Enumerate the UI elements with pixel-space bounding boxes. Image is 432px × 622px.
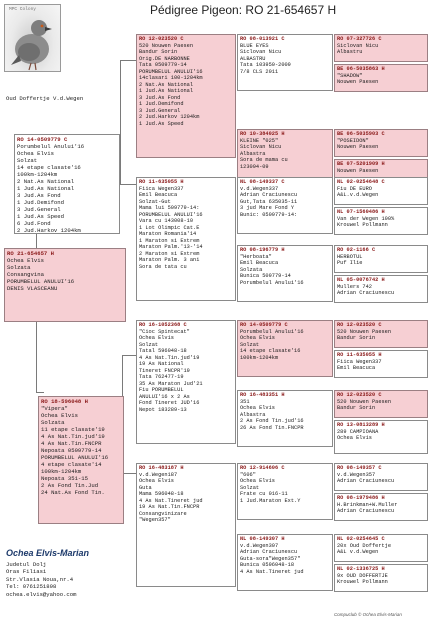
pedigree-line: 4 As Nat.Tin.jud'19 xyxy=(139,354,200,361)
ancestor-ring: BE 07-5201909 H xyxy=(337,161,385,167)
pedigree-line: A&L v.d.Wegen xyxy=(337,549,379,555)
pedigree-line: H.Brinkman+W.Muller xyxy=(337,501,398,508)
pedigree-line: Tineret FNCPR'19 xyxy=(139,367,190,374)
gen4-card[interactable] xyxy=(334,390,428,418)
pedigree-line: Nouwen Paesen xyxy=(337,79,379,85)
pedigree-line: Siclovan Nicu xyxy=(240,144,282,150)
dam-line: Nepoata 0509779-14 xyxy=(41,447,102,454)
sire-line: 6 Jud.Fond xyxy=(17,220,51,227)
gen4-card[interactable] xyxy=(334,320,428,348)
breeder-street: Str.Vlasia Noua,nr.4 xyxy=(6,575,74,583)
pedigree-line: 2 Jud.Harkov 1204km xyxy=(139,114,200,120)
pedigree-line: Adrian Craciunescu xyxy=(337,290,395,296)
gen4-card[interactable] xyxy=(334,129,428,157)
ancestor-ring: RO 13-0813289 H xyxy=(337,422,385,428)
pedigree-line: Bunic: 0509779-14: xyxy=(240,211,298,218)
pedigree-line: PORUMBELUL ANULUI'16 xyxy=(139,68,203,75)
pedigree-line: 19 As National xyxy=(139,361,184,367)
sire-sire-ring: RO 12-023520 C xyxy=(139,36,184,42)
pedigree-line: 3 jud Mare Fond Y xyxy=(240,205,295,211)
pedigree-line: 9x OUD DOFFERTJE xyxy=(337,572,388,579)
pedigree-line: 1 Jud.As Speed xyxy=(139,120,184,127)
dam-sire-ring: RO 16-1052368 C xyxy=(139,322,187,328)
ancestor-ring: RO 02-1166 C xyxy=(337,247,376,253)
pedigree-line: v.d.Wegen307 xyxy=(240,542,279,549)
pedigree-line: 2 Nat.As National xyxy=(139,81,194,88)
pedigree-line: 19 As Nat.Tin.FNCPR xyxy=(139,504,200,510)
pedigree-line: Sora de mama cu xyxy=(240,157,288,163)
pedigree-line: Tatal 596048-18 xyxy=(139,348,187,354)
pedigree-line: Guta xyxy=(139,484,152,491)
sire-line: 2 Nat.As National xyxy=(17,178,75,185)
sire-line: 14 etape clasate'16 xyxy=(17,164,81,171)
pedigree-line: Adrian Craciunescu xyxy=(240,549,298,555)
pedigree-line: Bandur Sorin xyxy=(337,335,376,341)
main-bird-line: Consangvina xyxy=(7,271,44,278)
pedigree-line: Fiu DE EURO xyxy=(337,185,372,192)
ancestor-ring: NL 08-149337 C xyxy=(240,179,285,185)
dam-line: Ochea Elvis xyxy=(41,412,78,419)
ancestor-ring: BE 06-5035863 H xyxy=(337,66,385,72)
pedigree-line: Puf Ilie xyxy=(337,260,363,266)
gen4-card[interactable] xyxy=(334,534,428,562)
gen4-card[interactable] xyxy=(334,493,428,521)
ancestor-ring: BE 06-5035903 C xyxy=(337,131,385,137)
pedigree-line: v.d.Wegen337 xyxy=(240,185,279,192)
sire-sire-card[interactable] xyxy=(136,34,236,158)
pedigree-line: Albastru xyxy=(337,49,363,55)
pedigree-line: Solzat xyxy=(240,341,260,348)
pedigree-line: 20x Oud Doffertje xyxy=(337,542,392,549)
ancestor-ring: NL 02-0254648 C xyxy=(337,179,385,185)
ancestor-ring: NL 07-1560486 H xyxy=(337,209,385,215)
pedigree-line: Gut,Tata 635035-11 xyxy=(240,198,298,205)
pedigree-line: Van der Wegen 100% xyxy=(337,215,395,222)
pedigree-line: 520 Nouwen Paesen xyxy=(337,328,392,335)
connector-line xyxy=(120,60,121,184)
pedigree-line: 14clasari 100-1204km xyxy=(139,75,203,81)
pedigree-line: 289 CAMPIOANA xyxy=(337,428,379,435)
dam-line: Nepoata 351-15 xyxy=(41,475,88,482)
pedigree-line: Nepot 183289-13 xyxy=(139,406,187,413)
dam-sire-dam-card[interactable] xyxy=(237,390,333,447)
main-bird-line: DENIS VLASCEANU xyxy=(7,285,58,292)
pedigree-line: 3 Jud.General xyxy=(139,107,181,114)
ancestor-ring: RO 12-023520 C xyxy=(337,322,382,328)
main-bird-line: Solzata xyxy=(7,264,31,271)
sire-dam-card[interactable] xyxy=(136,177,236,301)
pedigree-line: ALBASTRU xyxy=(240,55,266,62)
pedigree-line: Solzat-Gut xyxy=(139,198,171,205)
pedigree-line: 520 Nouwen Paesen xyxy=(337,398,392,405)
sire-sire-sire-card[interactable] xyxy=(237,34,333,91)
dam-card[interactable] xyxy=(38,396,124,524)
pedigree-line: Krouwel Pollmann xyxy=(337,222,388,228)
pedigree-line: Bunica 0596048-18 xyxy=(240,562,295,568)
ancestor-ring: NL 05-0076742 H xyxy=(337,277,385,283)
gen4-card[interactable] xyxy=(334,463,428,491)
pedigree-line: Solzat xyxy=(240,484,260,491)
pedigree-line: 520 Nouwen Paesen xyxy=(139,42,194,49)
dam-dam-ring: RO 16-483187 H xyxy=(139,465,184,471)
pedigree-line: Ochea Elvis xyxy=(139,478,174,484)
dam-sire-card[interactable] xyxy=(136,320,236,444)
pedigree-line: BLUE EYES xyxy=(240,42,269,49)
dam-line: 4 As Nat.Tin.FNCPR xyxy=(41,440,102,447)
pedigree-line: Emil Beacuca xyxy=(240,260,279,266)
pedigree-line: 1 Maraton si Extrem xyxy=(139,237,200,244)
pedigree-line: Nouwen Paesen xyxy=(337,144,379,150)
pedigree-line: 4 As Nat.Tineret jud xyxy=(240,568,304,575)
pedigree-line: Fond Tineret JUD'16 xyxy=(139,400,200,406)
gen4-card[interactable] xyxy=(334,64,428,92)
pedigree-line: 26 As Fond Tin.FNCPR xyxy=(240,424,304,431)
sire-dam-sire-card[interactable] xyxy=(237,177,333,234)
pedigree-line: Consangvinizare xyxy=(139,510,187,517)
dam-line: 11 etape clasate'19 xyxy=(41,426,105,433)
page-title: Pédigree Pigeon: RO 21-654657 H xyxy=(150,3,337,17)
sire-line: 3 Jud.General xyxy=(17,206,61,213)
pedigree-line: Adrian Craciunescu xyxy=(337,508,395,514)
pedigree-line: "Herboata" xyxy=(240,253,272,260)
pedigree-line: 2 Maraton si Extrem xyxy=(139,250,200,257)
connector-line xyxy=(36,320,37,392)
connector-line xyxy=(122,473,136,474)
pedigree-line: Adrian Craciunescu xyxy=(240,192,298,198)
ancestor-ring: RO 12-914606 C xyxy=(240,465,285,471)
footer-credit: Compuclub © Ochea Elvis-Marian xyxy=(334,612,402,617)
pedigree-line: HERBOTUL xyxy=(337,253,363,260)
pedigree-line: Fiica Wegen337 xyxy=(139,185,184,192)
sire-dam-dam-card[interactable] xyxy=(237,245,333,302)
ancestor-ring: RO 14-0509779 C xyxy=(240,322,288,328)
pedigree-line: ANULUI'16 x 2 As xyxy=(139,393,190,400)
pedigree-line: Frate cu 016-11 xyxy=(240,491,288,497)
sire-line: Porumbelul Anului'16 xyxy=(17,143,85,150)
pedigree-line: v.d.Wegen187 xyxy=(139,471,178,478)
breeder-contact xyxy=(6,561,77,598)
ancestor-ring: NL 08-149307 H xyxy=(240,536,285,542)
ancestor-ring: NL 02-0254645 C xyxy=(337,536,385,542)
pedigree-line: Albastra xyxy=(240,150,266,157)
dam-line: Solzata xyxy=(41,419,65,426)
sire-dam-ring: RO 11-635055 H xyxy=(139,179,184,185)
dam-line: 100km-1204km xyxy=(41,468,82,475)
pedigree-line: A&L.v.d.Wegen xyxy=(337,192,379,198)
gen4-card[interactable] xyxy=(334,275,428,303)
pigeon-image xyxy=(5,5,61,72)
ancestor-ring: RO 10-384025 H xyxy=(240,131,285,137)
gen4-card[interactable] xyxy=(334,207,428,235)
sire-line: Ochea Elvis xyxy=(17,150,54,157)
pedigree-line: Mullers 742 xyxy=(337,283,372,290)
pedigree-line: Fiu PORUMBELUL xyxy=(139,387,184,393)
ancestor-ring: RO 08-1979486 H xyxy=(337,495,385,501)
pedigree-line: Tata 762477-19 xyxy=(139,374,184,380)
pedigree-line: "Wegen357" xyxy=(139,517,171,523)
ancestor-ring: RO 12-023520 C xyxy=(337,392,382,398)
dam-line: 2 As Fond Tin.Jud xyxy=(41,482,99,489)
pedigree-line: Siclovan Nicu xyxy=(337,42,379,49)
sire-line: 100km-1204km xyxy=(17,171,58,178)
sire-line: 2 Jud.Harkov 1204km xyxy=(17,227,81,234)
sire-line: 1 Jud.Demifond xyxy=(17,199,64,206)
pedigree-line: "POSEIDON" xyxy=(337,137,369,144)
ancestor-ring: RO 11-635055 H xyxy=(337,352,382,358)
breeder-city: Oras Filiasi xyxy=(6,568,47,576)
ancestor-ring: RO 07-327726 C xyxy=(337,36,382,42)
pedigree-line: Tata 103950-2009 xyxy=(240,62,291,68)
pedigree-line: 351 xyxy=(240,398,250,405)
pedigree-line: Maraton Romania'14 xyxy=(139,231,197,237)
pedigree-line: 1 Jud.Maraton Ext.Y xyxy=(240,497,301,504)
pedigree-line: Vara cu 143008-10 xyxy=(139,218,194,224)
pedigree-line: 1 Jud.Demifond xyxy=(139,101,184,107)
pedigree-line: 100km-1204km xyxy=(240,354,279,361)
connector-line xyxy=(36,392,44,393)
breeder-name: Ochea Elvis-Marian xyxy=(6,548,90,558)
ancestor-ring: RO 08-196779 H xyxy=(240,247,285,253)
dam-dam-sire-card[interactable] xyxy=(237,463,333,520)
pigeon-photo xyxy=(4,4,61,72)
pedigree-line: PORUMBELUL ANULUI'16 xyxy=(139,211,203,218)
pedigree-line: 3 Jud.As Fond xyxy=(139,94,181,101)
sire-line: 1 Jud.As National xyxy=(17,185,75,192)
pedigree-line: Tata 0509779-14 xyxy=(139,62,187,68)
pedigree-line: 14 etape clasate'16 xyxy=(240,348,301,354)
breeder-county: Judetul Dolj xyxy=(6,561,47,568)
sire-line: 1 Jud.As Speed xyxy=(17,213,64,220)
pedigree-line: 1 Jud.As National xyxy=(139,88,194,94)
pedigree-line: Siclovan Nicu xyxy=(240,49,282,55)
pedigree-line: Maraton Palm. 3 ani xyxy=(139,257,200,263)
pedigree-line: Bunica 509779-14 xyxy=(240,273,291,279)
main-bird-card[interactable] xyxy=(4,248,126,322)
sire-line: Solzat xyxy=(17,157,38,164)
sire-ring: RO 14-0509779 C xyxy=(17,136,68,143)
dam-line: 24 Nat.As Fond Tin. xyxy=(41,489,105,496)
dam-line: 4 etape clasate'14 xyxy=(41,461,102,468)
pedigree-line: Sora de tata cu xyxy=(139,263,187,270)
gen4-card[interactable] xyxy=(334,564,428,592)
dam-dam-dam-card[interactable] xyxy=(237,534,333,591)
ancestor-ring: NL 02-1336725 H xyxy=(337,566,385,572)
pedigree-line: "606" xyxy=(240,471,256,478)
gen4-card[interactable] xyxy=(334,420,428,454)
pedigree-line: "SHADOW" xyxy=(337,72,363,79)
pedigree-line: 4 As Nat.Tineret jud xyxy=(139,497,203,504)
pedigree-line: Maraton Palm.'13-'14 xyxy=(139,244,203,250)
pedigree-line: Mama lui 509779-14: xyxy=(139,205,200,211)
pedigree-line: Emil Beacuca xyxy=(139,192,178,198)
dam-ring: RO 18-596048 H xyxy=(41,398,88,405)
sire-line: 3 Jud.As Fond xyxy=(17,192,61,199)
pedigree-line: Mama 596048-18 xyxy=(139,491,184,497)
pedigree-line: 123094-09 xyxy=(240,163,269,170)
pedigree-line: Bandur Sorin xyxy=(337,405,376,411)
dam-line: PORUMBELUL ANULUI'16 xyxy=(41,454,109,461)
pedigree-line: Solzata xyxy=(240,266,263,273)
pedigree-line: Ochea Elvis xyxy=(240,478,275,484)
breeder-email[interactable]: ochea.elvis@yahoo.com xyxy=(6,590,77,598)
photo-watermark: MPC Colony xyxy=(9,7,37,12)
pedigree-line: KLEINE "025" xyxy=(240,137,279,144)
pedigree-line: Bandur Sorin xyxy=(139,49,178,55)
owner-caption: Oud Doffertje V.d.Wegen xyxy=(6,95,84,102)
pedigree-line: Solzat xyxy=(139,341,159,348)
connector-line xyxy=(122,355,136,356)
pedigree-line: Albastra xyxy=(240,411,266,418)
pedigree-line: Orig.DE NARBONNE xyxy=(139,55,190,62)
pedigree-line: 7/8 CLS 2011 xyxy=(240,68,279,75)
pedigree-line: Nouwen Paesen xyxy=(337,167,379,174)
pedigree-line: Guta-sora"Wegen357" xyxy=(240,555,301,562)
pedigree-line: 1 Lot Olimpic Cat.E xyxy=(139,224,200,231)
pedigree-line: Fiica Wegen337 xyxy=(337,358,382,365)
pedigree-line: Ochea Elvis xyxy=(240,405,275,411)
gen4-card[interactable] xyxy=(334,34,428,62)
pedigree-line: v.d.Wegen357 xyxy=(337,471,376,478)
pedigree-line: Ochea Elvis xyxy=(139,335,174,341)
main-bird-line: PORUMBELUL ANULUI'16 xyxy=(7,278,75,285)
pedigree-line: Ochea Elvis xyxy=(240,335,275,341)
gen4-card[interactable] xyxy=(334,245,428,273)
connector-line xyxy=(120,60,136,61)
pedigree-line: Krouwel Pollmann xyxy=(337,579,388,585)
dam-line: 4 As Nat.Tin.jud'19 xyxy=(41,433,105,440)
pedigree-line: 2 As Fond Tin.jud'16 xyxy=(240,418,304,424)
ancestor-ring: RO 08-013921 C xyxy=(240,36,285,42)
sire-card[interactable] xyxy=(14,134,120,234)
pedigree-line: Emil Beacuca xyxy=(337,365,376,371)
breeder-phone: Tel: 0761251898 xyxy=(6,583,57,591)
connector-line xyxy=(120,184,136,185)
main-bird-line: Ochea Elvis xyxy=(7,257,44,264)
main-bird-ring: RO 21-654657 H xyxy=(7,250,54,257)
pedigree-line: 35 As Maraton Jud'21 xyxy=(139,380,203,387)
ancestor-ring: RO 16-483351 H xyxy=(240,392,285,398)
gen4-card[interactable] xyxy=(334,177,428,205)
pedigree-line: Porumbelul Anului'16 xyxy=(240,328,304,335)
pedigree-line: Adrian Craciunescu xyxy=(337,478,395,484)
dam-line: "Vipera" xyxy=(41,405,68,412)
dam-dam-card[interactable] xyxy=(136,463,236,587)
pedigree-line: Ochea Elvis xyxy=(337,435,372,441)
pedigree-line: Porumbelul Anului'16 xyxy=(240,279,304,286)
pedigree-line: "Cioc Spintecat" xyxy=(139,328,190,335)
dam-sire-sire-card[interactable] xyxy=(237,320,333,377)
gen4-card[interactable] xyxy=(334,350,428,378)
ancestor-ring: RO 08-149357 C xyxy=(337,465,382,471)
